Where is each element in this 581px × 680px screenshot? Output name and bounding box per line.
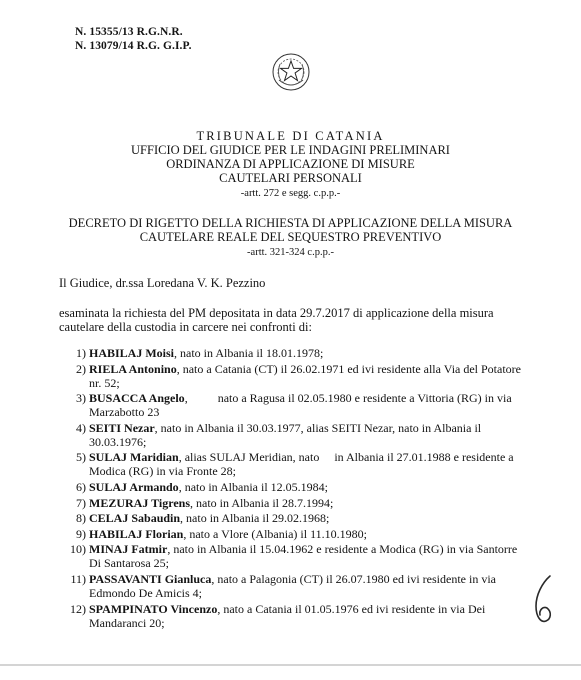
defendant-name: SULAJ Maridian [89, 450, 179, 465]
list-item-text [89, 421, 529, 449]
decree-articles: -artt. 321-324 c.p.p.- [247, 247, 334, 258]
defendant-name: RIELA Antonino [89, 361, 177, 376]
defendant-name: BUSACCA Angelo [89, 391, 185, 406]
defendant-name: PASSAVANTI Gianluca [89, 571, 212, 586]
defendant-details: , nato in Albania il 15.04.1962 e residente a Modica (RG) in via Santorre Di Santarosa 25; [89, 542, 521, 571]
intro-line2: cautelare della custodia in carcere nei confronti di: [59, 320, 312, 334]
list-item-number: 8) [76, 511, 86, 526]
defendant-details: , nato a Vlore (Albania) il 11.10.1980; [183, 526, 367, 541]
case-number-rgnr: N. 15355/13 R.G.N.R. [75, 26, 183, 38]
list-item-text [89, 542, 529, 570]
list-item-number: 7) [76, 495, 86, 510]
list-item-number: 11) [70, 571, 86, 586]
defendant-name: SEITI Nezar [89, 420, 155, 435]
list-item-number: 9) [76, 526, 86, 541]
list-item-number: 1) [76, 346, 86, 360]
defendant-details: , nato in Albania il 12.05.1984; [178, 479, 329, 494]
defendant-name: SULAJ Armando [89, 479, 179, 494]
list-item [59, 511, 529, 525]
court-office: UFFICIO DEL GIUDICE PER LE INDAGINI PRELIMINARI [131, 143, 450, 157]
decree-title-line2: CAUTELARE REALE DEL SEQUESTRO PREVENTIVO [139, 230, 442, 244]
list-item-number: 4) [76, 420, 86, 435]
defendant-details: , nato a Catania (CT) il 26.02.1971 ed ivi residente alla Via del Potatore nr. 52; [89, 361, 524, 390]
list-item-number: 5) [76, 450, 86, 465]
defendant-details: , nato a Catania il 01.05.1976 ed ivi residente in via Dei Mandaranci 20; [89, 601, 489, 630]
page-bottom-rule [0, 664, 581, 666]
ordinance-articles: -artt. 272 e segg. c.p.p.- [240, 188, 341, 199]
handwritten-mark [530, 573, 560, 625]
list-item [59, 362, 529, 390]
ordinance-title-line2: CAUTELARI PERSONALI [219, 171, 362, 185]
list-item-text [89, 362, 529, 390]
intro-line1: esaminata la richiesta del PM depositata in data 29.7.2017 di applicazione della misura [59, 306, 494, 320]
list-item-text [89, 450, 529, 478]
list-item-text [89, 391, 529, 419]
list-item-text [89, 346, 529, 360]
list-item [59, 480, 529, 494]
list-item [59, 391, 529, 419]
list-item-text [89, 480, 529, 494]
defendant-name: MEZURAJ Tigrens [89, 495, 191, 510]
defendant-name: CELAJ Sabaudin [89, 511, 181, 526]
defendant-details: , nato a Palagonia (CT) il 26.07.1980 ed ivi residente in via Edmondo De Amicis 4; [89, 571, 499, 600]
list-item [59, 602, 529, 630]
list-item [59, 496, 529, 510]
defendant-details: , nato in Albania il 29.02.1968; [180, 511, 330, 526]
defendant-name: HABILAJ Florian [89, 526, 184, 541]
defendant-details: , nato a Ragusa il 02.05.1980 e residente a Vittoria (RG) in via Marzabotto 23 [89, 391, 515, 420]
list-item-number: 3) [76, 391, 86, 406]
defendant-name: HABILAJ Moisi [89, 346, 175, 360]
list-item [59, 421, 529, 449]
court-name: TRIBUNALE DI CATANIA [196, 129, 385, 143]
list-item-number: 2) [76, 361, 86, 376]
judge-line: Il Giudice, dr.ssa Loredana V. K. Pezzino [59, 276, 266, 290]
list-item-text [89, 572, 529, 600]
list-item [59, 527, 529, 541]
list-item-number: 10) [70, 542, 86, 557]
republic-emblem-icon [271, 52, 311, 92]
list-item-text [89, 602, 529, 630]
defendant-list [59, 346, 529, 631]
defendant-details: , alias SULAJ Meridian, nato in Albania il 27.01.1988 e residente a Modica (RG) in via Fronte 28; [89, 450, 517, 479]
list-item-text [89, 496, 529, 510]
list-item-text [89, 511, 529, 525]
list-item [59, 346, 529, 360]
list-item [59, 542, 529, 570]
defendant-details: , nato in Albania il 30.03.1977, alias SEITI Nezar, nato in Albania il 30.03.1976; [89, 420, 485, 449]
ordinance-title-line1: ORDINANZA DI APPLICAZIONE DI MISURE [166, 157, 415, 171]
defendant-name: SPAMPINATO Vincenzo [89, 601, 218, 616]
list-item-text [89, 527, 529, 541]
defendant-details: , nato in Albania il 18.01.1978; [174, 346, 324, 360]
defendant-name: MINAJ Fatmir [89, 542, 168, 557]
defendant-details: , nato in Albania il 28.7.1994; [190, 495, 334, 510]
list-item [59, 450, 529, 478]
list-item-number: 6) [76, 479, 86, 494]
case-number-gip: N. 13079/14 R.G. G.I.P. [75, 40, 192, 52]
decree-title-line1: DECRETO DI RIGETTO DELLA RICHIESTA DI APPLICAZIONE DELLA MISURA [68, 216, 513, 230]
list-item [59, 572, 529, 600]
list-item-number: 12) [70, 601, 86, 616]
